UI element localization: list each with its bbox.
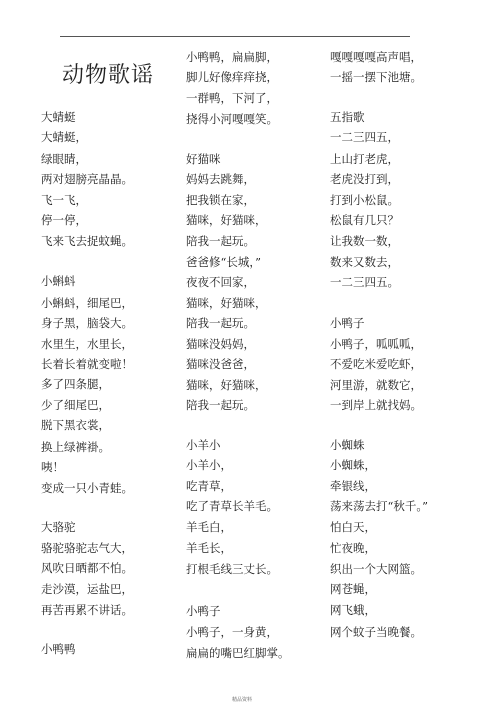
poem-line: 陪我一起玩。 xyxy=(186,234,255,248)
poem-line: 一到岸上就找妈。 xyxy=(330,398,422,412)
poem-line: 扁扁的嘴巴红脚掌。 xyxy=(186,646,290,660)
poem-line: 忙夜晚， xyxy=(330,541,376,555)
poem-line: 长着长着就变啦！ xyxy=(41,357,133,371)
poem-line: 一摇一摆下池塘。 xyxy=(330,70,422,84)
poem-line: 小鸭子，一身黄， xyxy=(186,625,278,639)
poem-line: 荡来荡去打“秋千。” xyxy=(330,499,429,513)
poem-line: 织出一个大网篮。 xyxy=(330,562,422,576)
poem-line: 吃了青草长羊毛。 xyxy=(186,499,278,513)
poem-line: 一二三四五。 xyxy=(330,275,399,289)
poem-line: 羊毛长， xyxy=(186,541,232,555)
poem-line: 老虎没打到， xyxy=(330,172,399,186)
poem-line: 数来又数去， xyxy=(330,255,399,269)
poem-line: 妈妈去跳舞， xyxy=(186,172,255,186)
poem-line: 少了细尾巴， xyxy=(41,398,110,412)
poem-line: 走沙漠，运盐巴， xyxy=(41,582,133,596)
poem-line: 大骆驼 xyxy=(41,520,76,534)
poem-line: 小蝌蚪，细尾巴， xyxy=(41,296,133,310)
poem-line: 河里游，就数它， xyxy=(330,378,422,392)
poem-line: 好猫咪 xyxy=(186,152,221,166)
poem-line: 多了四条腿， xyxy=(41,377,110,391)
poem-line: 夜夜不回家， xyxy=(186,275,255,289)
poem-line: 五指歌 xyxy=(330,110,365,124)
poem-line: 小鸭鸭 xyxy=(41,642,76,656)
poem-line: 猫咪，好猫咪， xyxy=(186,213,267,227)
poem-line: 骆驼骆驼志气大， xyxy=(41,541,133,555)
poem-line: 脚儿好像痒痒挠， xyxy=(186,70,278,84)
poem-line: 猫咪没妈妈， xyxy=(186,337,255,351)
poem-line: 猫咪，好猫咪， xyxy=(186,378,267,392)
poem-line: 小鸭子，呱呱呱， xyxy=(330,337,422,351)
poem-line: 大蜻蜓 xyxy=(41,110,76,124)
poem-line: 一群鸭，下河了， xyxy=(186,91,278,105)
poem-line: 陪我一起玩。 xyxy=(186,398,255,412)
poem-line: 一二三四五， xyxy=(330,130,399,144)
poem-line: 小鸭子 xyxy=(186,604,221,618)
poem-line: 把我锁在家， xyxy=(186,193,255,207)
poem-line: 网个蚊子当晚餐。 xyxy=(330,625,422,639)
poem-line: 不爱吃米爱吃虾， xyxy=(330,357,422,371)
poem-line: 再苦再累不讲话。 xyxy=(41,603,133,617)
poem-line: 两对翅膀亮晶晶。 xyxy=(41,172,133,186)
poem-line: 咦！ xyxy=(41,460,64,474)
poem-line: 绿眼睛， xyxy=(41,152,87,166)
poem-line: 猫咪，好猫咪， xyxy=(186,296,267,310)
poem-line: 网飞蛾， xyxy=(330,603,376,617)
poem-line: 上山打老虎， xyxy=(330,152,399,166)
poem-line: 小羊小 xyxy=(186,438,221,452)
poem-line: 小羊小， xyxy=(186,458,232,472)
poem-line: 羊毛白， xyxy=(186,520,232,534)
poem-line: 变成一只小青蛙。 xyxy=(41,481,133,495)
poem-line: 牵银线， xyxy=(330,479,376,493)
poem-line: 打根毛线三丈长。 xyxy=(186,562,278,576)
top-rule xyxy=(60,36,410,37)
poem-line: 停一停， xyxy=(41,213,87,227)
poem-line: 飞一飞， xyxy=(41,193,87,207)
poem-line: 脱下黑衣裳， xyxy=(41,418,110,432)
poem-line: 小蝌蚪 xyxy=(41,274,76,288)
poem-line: 松鼠有几只？ xyxy=(330,213,399,227)
poem-line: 打到小松鼠。 xyxy=(330,193,399,207)
poem-line: 挠得小河嘎嘎笑。 xyxy=(186,112,278,126)
poem-line: 小鸭鸭，扁扁脚， xyxy=(186,50,278,64)
poem-line: 水里生，水里长， xyxy=(41,337,133,351)
poem-line: 大蜻蜓， xyxy=(41,130,87,144)
poem-line: 让我数一数， xyxy=(330,234,399,248)
poem-line: 风吹日晒都不怕。 xyxy=(41,561,133,575)
poem-line: 小蜘蛛， xyxy=(330,458,376,472)
poem-line: 身子黑，脑袋大。 xyxy=(41,316,133,330)
poem-line: 飞来飞去捉蚊蝇。 xyxy=(41,234,133,248)
poem-line: 陪我一起玩。 xyxy=(186,316,255,330)
poem-line: 吃青草， xyxy=(186,479,232,493)
poem-line: 猫咪没爸爸， xyxy=(186,357,255,371)
poem-line: 换上绿裤褂。 xyxy=(41,440,110,454)
poem-line: 怕白天， xyxy=(330,520,376,534)
page-title: 动物歌谣 xyxy=(62,63,155,88)
footer-note: 精品资料 xyxy=(232,697,253,703)
poem-line: 小鸭子 xyxy=(330,316,365,330)
poem-line: 爸爸修“长城，” xyxy=(186,255,262,269)
poem-line: 小蜘蛛 xyxy=(330,438,365,452)
poem-line: 网苍蝇， xyxy=(330,582,376,596)
poem-line: 嘎嘎嘎嘎高声唱， xyxy=(330,50,422,64)
